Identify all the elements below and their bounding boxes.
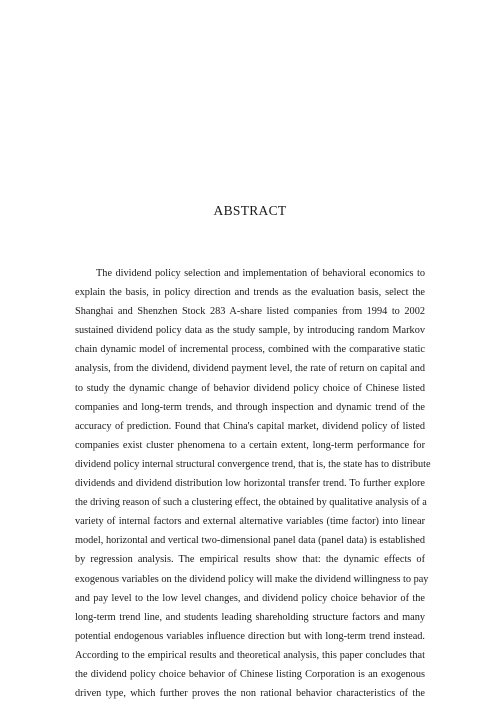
text-line: dividend policy internal structural convergence trend, that is, the state has to distribute (75, 458, 431, 470)
text-line: companies and long-term trends, and through inspection and dynamic trend of the (75, 401, 425, 413)
abstract-paragraph (75, 264, 431, 703)
text-line: According to the empirical results and theoretical analysis, this paper concludes that (75, 649, 425, 661)
text-line: Shanghai and Shenzhen Stock 283 A-share listed companies from 1994 to 2002 (75, 306, 425, 318)
text-line: model, horizontal and vertical two-dimensional panel data (panel data) is established (75, 535, 425, 547)
text-line: by regression analysis. The empirical results show that: the dynamic effects of (75, 554, 425, 566)
text-line: the dividend policy choice behavior of Chinese listing Corporation is an exogenous (75, 668, 425, 680)
text-line: accuracy of prediction. Found that China's capital market, dividend policy of listed (75, 420, 425, 432)
text-line: analysis, from the dividend, dividend payment level, the rate of return on capital and (75, 363, 425, 375)
text-line: chain dynamic model of incremental process, combined with the comparative static (75, 344, 425, 356)
text-line: dividends and dividend distribution low horizontal transfer trend. To further explore (75, 478, 425, 490)
text-line: The dividend policy selection and implementation of behavioral economics to (96, 268, 425, 279)
text-line: companies exist cluster phenomena to a certain extent, long-term performance for (75, 439, 425, 451)
text-line: variety of internal factors and external alternative variables (time factor) into linear (75, 516, 425, 528)
text-line: potential endogenous variables influence direction but with long-term trend instead. (75, 630, 425, 642)
text-line: explain the basis, in policy direction and trends as the evaluation basis, select the (75, 287, 425, 299)
text-line: sustained dividend policy data as the study sample, by introducing random Markov (75, 325, 425, 337)
text-line: long-term trend line, and students leading shareholding structure factors and many (75, 611, 425, 623)
text-line: and pay level to the low level changes, and dividend policy choice behavior of the (75, 592, 425, 604)
text-line: the driving reason of such a clustering effect, the obtained by qualitative analysis of a (75, 497, 427, 509)
page-title: ABSTRACT (213, 203, 287, 218)
text-line: to study the dynamic change of behavior dividend policy choice of Chinese listed (75, 382, 425, 394)
text-line: driven type, which further proves the non rational behavior characteristics of the (75, 688, 425, 700)
text-line: exogenous variables on the dividend policy will make the dividend willingness to pay (75, 573, 429, 585)
